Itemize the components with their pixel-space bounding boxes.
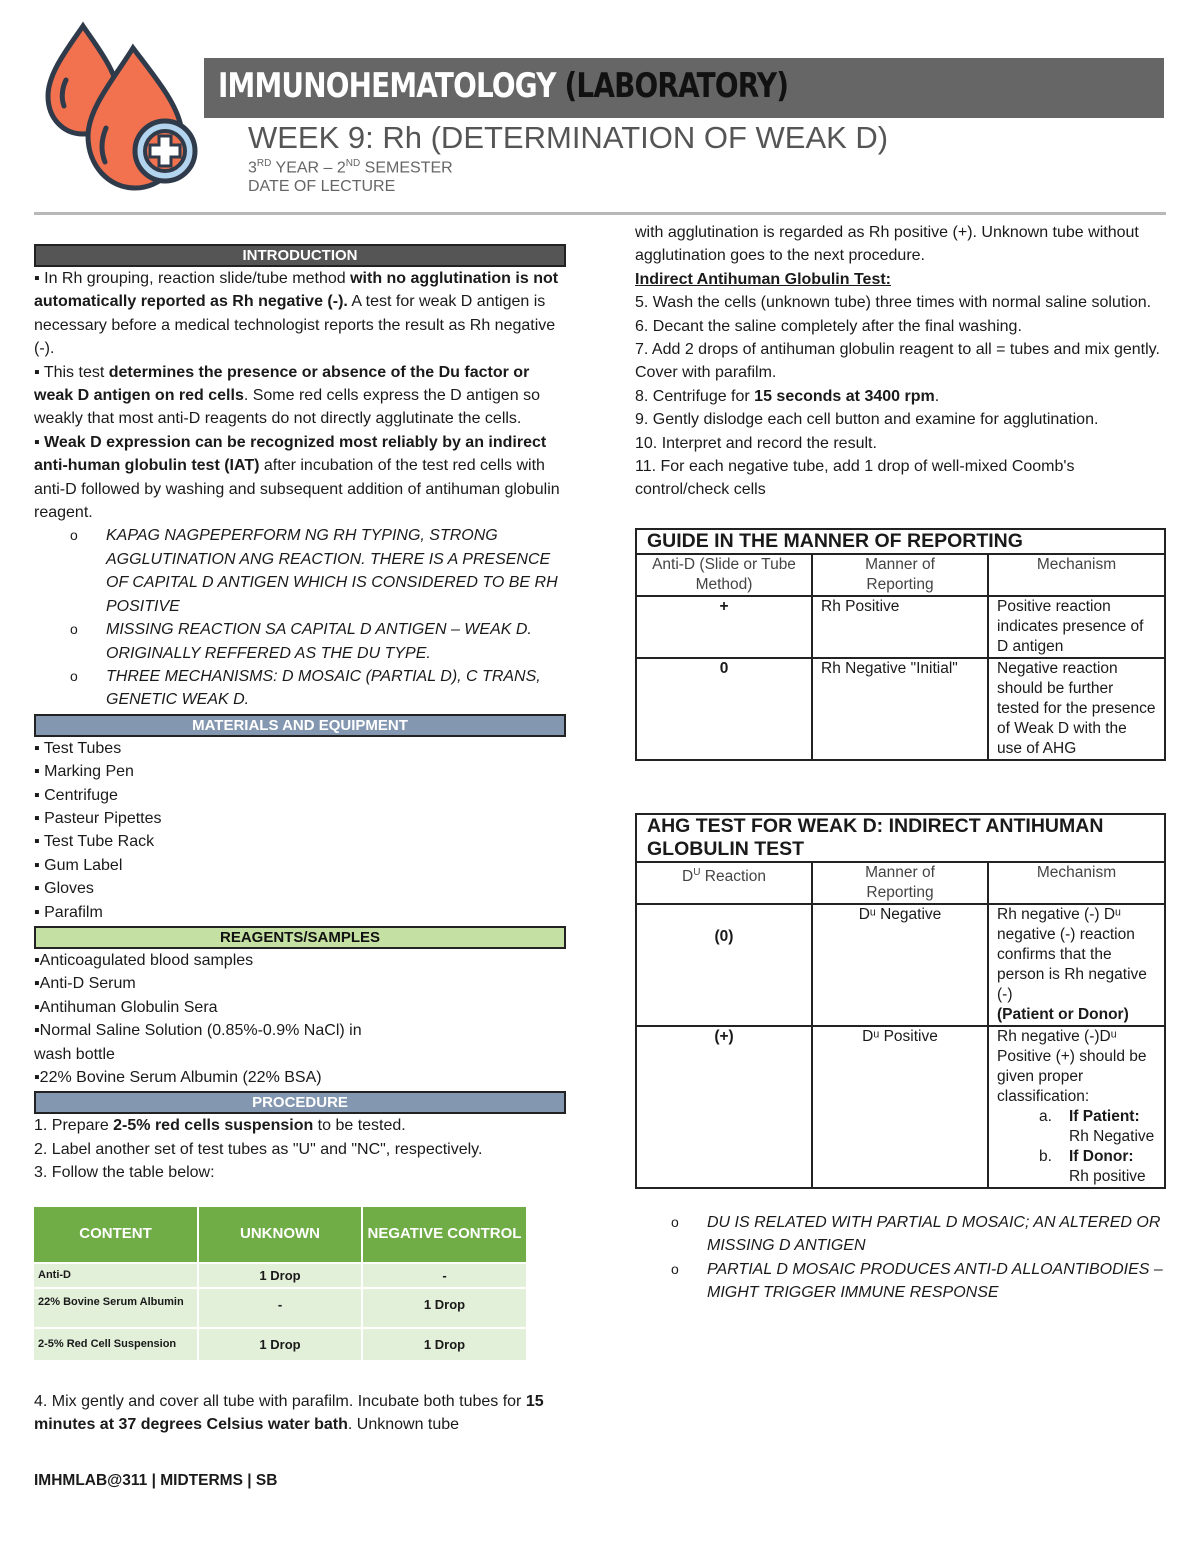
step8-b: 15 seconds at 3400 rpm [754, 387, 935, 405]
item-label: If Donor: [1069, 1147, 1134, 1165]
step1-a: 1. Prepare [34, 1117, 114, 1135]
table-row [636, 904, 1165, 1026]
table-caption: AHG TEST FOR WEAK D: INDIRECT ANTIHUMAN GLOBULIN TEST [636, 814, 1165, 862]
table-header-row [34, 1207, 527, 1263]
procedure-step-7: 7. Add 2 drops of antihuman globulin reagent to all = tubes and mix gently. Cover with parafilm. [635, 341, 1160, 382]
list-item: wash bottle [34, 1045, 115, 1063]
list-item: ▪Antihuman Globulin Sera [34, 998, 218, 1016]
step8-a: 8. Centrifuge for [635, 387, 755, 405]
item-marker: a. [1039, 1107, 1052, 1125]
procedure-step-8 [635, 385, 1167, 408]
classification-list [997, 1107, 1156, 1187]
intro-p1-a: ▪ In Rh grouping, reaction slide/tube method [34, 270, 351, 287]
list-item: ▪ Marking Pen [34, 763, 134, 781]
table-cell: 1 Drop [362, 1328, 527, 1360]
table-row [636, 596, 1165, 658]
table-cell: 2-5% Red Cell Suspension [34, 1328, 198, 1360]
list-item: ▪ Test Tube Rack [34, 833, 155, 851]
r1-mechanism-text: Rh negative (-) Dᵘ negative (-) reaction confirms that the person is Rh negative (-) [997, 905, 1147, 1003]
sem-rest: SEMESTER [360, 159, 453, 177]
table-cell: 1 Drop [198, 1328, 362, 1360]
du-header-sup: U [693, 866, 701, 878]
item-marker: b. [1039, 1147, 1052, 1165]
table-cell: - [198, 1288, 362, 1328]
intro-note: o KAPAG NAGPEPERFORM NG RH TYPING, STRONG AGGLUTINATION ANG REACTION. THERE IS A PRESENCE OF CAPITAL D ANTIGEN WHICH IS CONSIDERED TO BE RH POSITIVE [106, 524, 566, 618]
year-mid: YEAR – 2 [271, 159, 346, 177]
step4-a: 4. Mix gently and cover all tube with parafilm. Incubate both tubes for [34, 1393, 526, 1411]
intro-p3-a: ▪ Weak D expression can be recognized most reliably by an indirect anti-human globulin test (IAT) [34, 433, 547, 475]
procedure-step-4 [34, 1390, 566, 1437]
table-row [636, 1026, 1165, 1188]
table-header-cell: Mechanism [988, 862, 1165, 904]
ahg-test-table [635, 813, 1166, 1189]
table-header-row [636, 862, 1165, 904]
step1-c: to be tested. [313, 1117, 406, 1135]
table-header-cell: CONTENT [34, 1207, 198, 1263]
intro-note: o MISSING REACTION SA CAPITAL D ANTIGEN – WEAK D. ORIGINALLY REFFERED AS THE DU TYPE. [106, 618, 566, 665]
classification-item [1039, 1107, 1156, 1147]
procedure-step-6: 6. Decant the saline completely after the final washing. [635, 317, 1022, 335]
list-item: ▪Normal Saline Solution (0.85%-0.9% NaCl) in [34, 1022, 362, 1040]
intro-p2-b: determines the presence or absence of the Du factor or weak D antigen on red cells [34, 363, 530, 405]
item-text: Rh Negative [1069, 1127, 1155, 1145]
table-cell: Negative reaction should be further tested for the presence of Weak D with the use of AHG [988, 658, 1165, 760]
intro-paragraph-3 [34, 431, 566, 525]
step4-c: . Unknown tube [347, 1416, 460, 1434]
note-item: o DU IS RELATED WITH PARTIAL D MOSAIC; AN ALTERED OR MISSING D ANTIGEN [707, 1211, 1167, 1258]
list-item: ▪22% Bovine Serum Albumin (22% BSA) [34, 1069, 322, 1086]
table-cell: Dᵘ Negative [812, 904, 988, 1026]
year-number: 3 [248, 159, 257, 177]
year-sup: RD [256, 158, 272, 169]
list-item: ▪ Gloves [34, 880, 94, 898]
header-divider [34, 212, 1166, 215]
item-label: If Patient: [1069, 1107, 1140, 1125]
procedure-step-10: 10. Interpret and record the result. [635, 434, 877, 452]
intro-p3-b: after incubation of the test red cells with anti-D followed by washing and subsequent addition of antihuman globulin reagent. [34, 457, 560, 522]
table-header-cell: Manner of Reporting [812, 554, 988, 596]
reagents-heading: REAGENTS/SAMPLES [34, 926, 566, 949]
table-cell: (+) [636, 1026, 812, 1188]
table-header-cell: Anti-D (Slide or Tube Method) [636, 554, 812, 596]
reagents-list [34, 949, 566, 1089]
list-item: ▪ Parafilm [34, 903, 103, 921]
table-cell: (0) [636, 904, 812, 1026]
right-column [635, 221, 1167, 1305]
materials-list [34, 737, 566, 924]
table-row [34, 1328, 527, 1360]
procedure-step-2: 2. Label another set of test tubes as "U" and "NC", respectively. [34, 1140, 483, 1158]
list-item: ▪ Centrifuge [34, 786, 118, 804]
intro-paragraph-2 [34, 361, 566, 431]
page-footer: IMHMLAB@311 | MIDTERMS | SB [34, 1472, 278, 1489]
list-item: ▪ Gum Label [34, 856, 123, 874]
du-header-d: D [682, 868, 694, 886]
list-item: ▪Anticoagulated blood samples [34, 951, 254, 969]
introduction-heading: INTRODUCTION [34, 244, 566, 267]
materials-heading: MATERIALS AND EQUIPMENT [34, 714, 566, 737]
right-notes-list [635, 1211, 1167, 1305]
table-cell: - [362, 1263, 527, 1288]
table-cell: Anti-D [34, 1263, 198, 1288]
table-header-cell: Manner of Reporting [812, 862, 988, 904]
table-header-cell: NEGATIVE CONTROL [362, 1207, 527, 1263]
page-title: WEEK 9: Rh (DETERMINATION OF WEAK D) [248, 120, 889, 155]
blood-drop-logo-icon [38, 18, 208, 198]
table-header-cell [636, 862, 812, 904]
table-row [636, 658, 1165, 760]
table-header-cell: UNKNOWN [198, 1207, 362, 1263]
step4-b: 15 minutes at 37 degrees Celsius water bath [34, 1393, 544, 1434]
table-cell [988, 904, 1165, 1026]
procedure-step-11: 11. For each negative tube, add 1 drop of well-mixed Coomb's control/check cells [635, 458, 1075, 499]
intro-p2-c: . Some red cells express the D antigen so weakly that most anti-D reagents do not directly agglutinate the cells. [34, 387, 540, 428]
intro-paragraph-1 [34, 267, 566, 361]
table-header-cell: Mechanism [988, 554, 1165, 596]
table-cell: 0 [636, 658, 812, 760]
date-line: DATE OF LECTURE [248, 178, 396, 195]
intro-p2-a: ▪ This test [34, 363, 109, 381]
intro-note: o THREE MECHANISMS: D MOSAIC (PARTIAL D), C TRANS, GENETIC WEAK D. [106, 665, 566, 712]
table-header-row [636, 554, 1165, 596]
list-item: ▪ Pasteur Pipettes [34, 809, 162, 827]
list-item: ▪Anti-D Serum [34, 975, 136, 993]
sem-sup: ND [345, 158, 361, 169]
banner-main-text: IMMUNOHEMATOLOGY [218, 66, 556, 106]
classification-item [1039, 1147, 1156, 1187]
table-caption-row [636, 529, 1165, 554]
table-cell: Rh Positive [812, 596, 988, 658]
intro-notes-list [34, 524, 566, 711]
year-semester-line [248, 158, 453, 177]
intro-p1-c: A test for weak D antigen is necessary before a medical technologist reports the result as Rh negative (-). [34, 293, 556, 358]
note-item: o PARTIAL D MOSAIC PRODUCES ANTI-D ALLOANTIBODIES – MIGHT TRIGGER IMMUNE RESPONSE [707, 1258, 1167, 1305]
procedure-step-5: 5. Wash the cells (unknown tube) three times with normal saline solution. [635, 294, 1152, 312]
table-cell: Positive reaction indicates presence of D antigen [988, 596, 1165, 658]
step1-b: 2-5% red cells suspension [113, 1117, 314, 1135]
procedure-heading: PROCEDURE [34, 1091, 566, 1114]
procedure-step-3: 3. Follow the table below: [34, 1164, 215, 1182]
procedure-step-9: 9. Gently dislodge each cell button and examine for agglutination. [635, 411, 1099, 429]
reporting-guide-table [635, 528, 1166, 761]
banner-title [218, 66, 788, 106]
table-cell: + [636, 596, 812, 658]
step8-c: . [934, 387, 940, 405]
procedure-step-4-continued: with agglutination is regarded as Rh positive (+). Unknown tube without agglutination goes to the next procedure. [635, 224, 1139, 265]
intro-p1-b: with no agglutination is not automatically reported as Rh negative (-). [34, 270, 559, 311]
r2-mechanism-text: Rh negative (-)Dᵘ Positive (+) should be given proper classification: [997, 1027, 1147, 1105]
table-cell: Dᵘ Positive [812, 1026, 988, 1188]
iat-heading: Indirect Antihuman Globulin Test: [635, 270, 891, 288]
title-banner [204, 58, 1164, 118]
table-row [34, 1263, 527, 1288]
left-column [34, 244, 566, 1437]
banner-lab-text: (LABORATORY) [564, 66, 789, 106]
table-caption-row [636, 814, 1165, 862]
table-row [34, 1288, 527, 1328]
list-item: ▪ Test Tubes [34, 739, 122, 757]
item-text: Rh positive [1069, 1167, 1146, 1185]
content-table [34, 1207, 528, 1360]
table-caption: GUIDE IN THE MANNER OF REPORTING [636, 529, 1165, 554]
table-cell: 1 Drop [198, 1263, 362, 1288]
du-header-rest: Reaction [700, 868, 766, 886]
table-cell: Rh Negative "Initial" [812, 658, 988, 760]
procedure-step-1 [34, 1114, 566, 1137]
table-cell: 1 Drop [362, 1288, 527, 1328]
table-cell [988, 1026, 1165, 1188]
r1-mechanism-bold: (Patient or Donor) [997, 1005, 1129, 1023]
table-cell: 22% Bovine Serum Albumin [34, 1288, 198, 1328]
